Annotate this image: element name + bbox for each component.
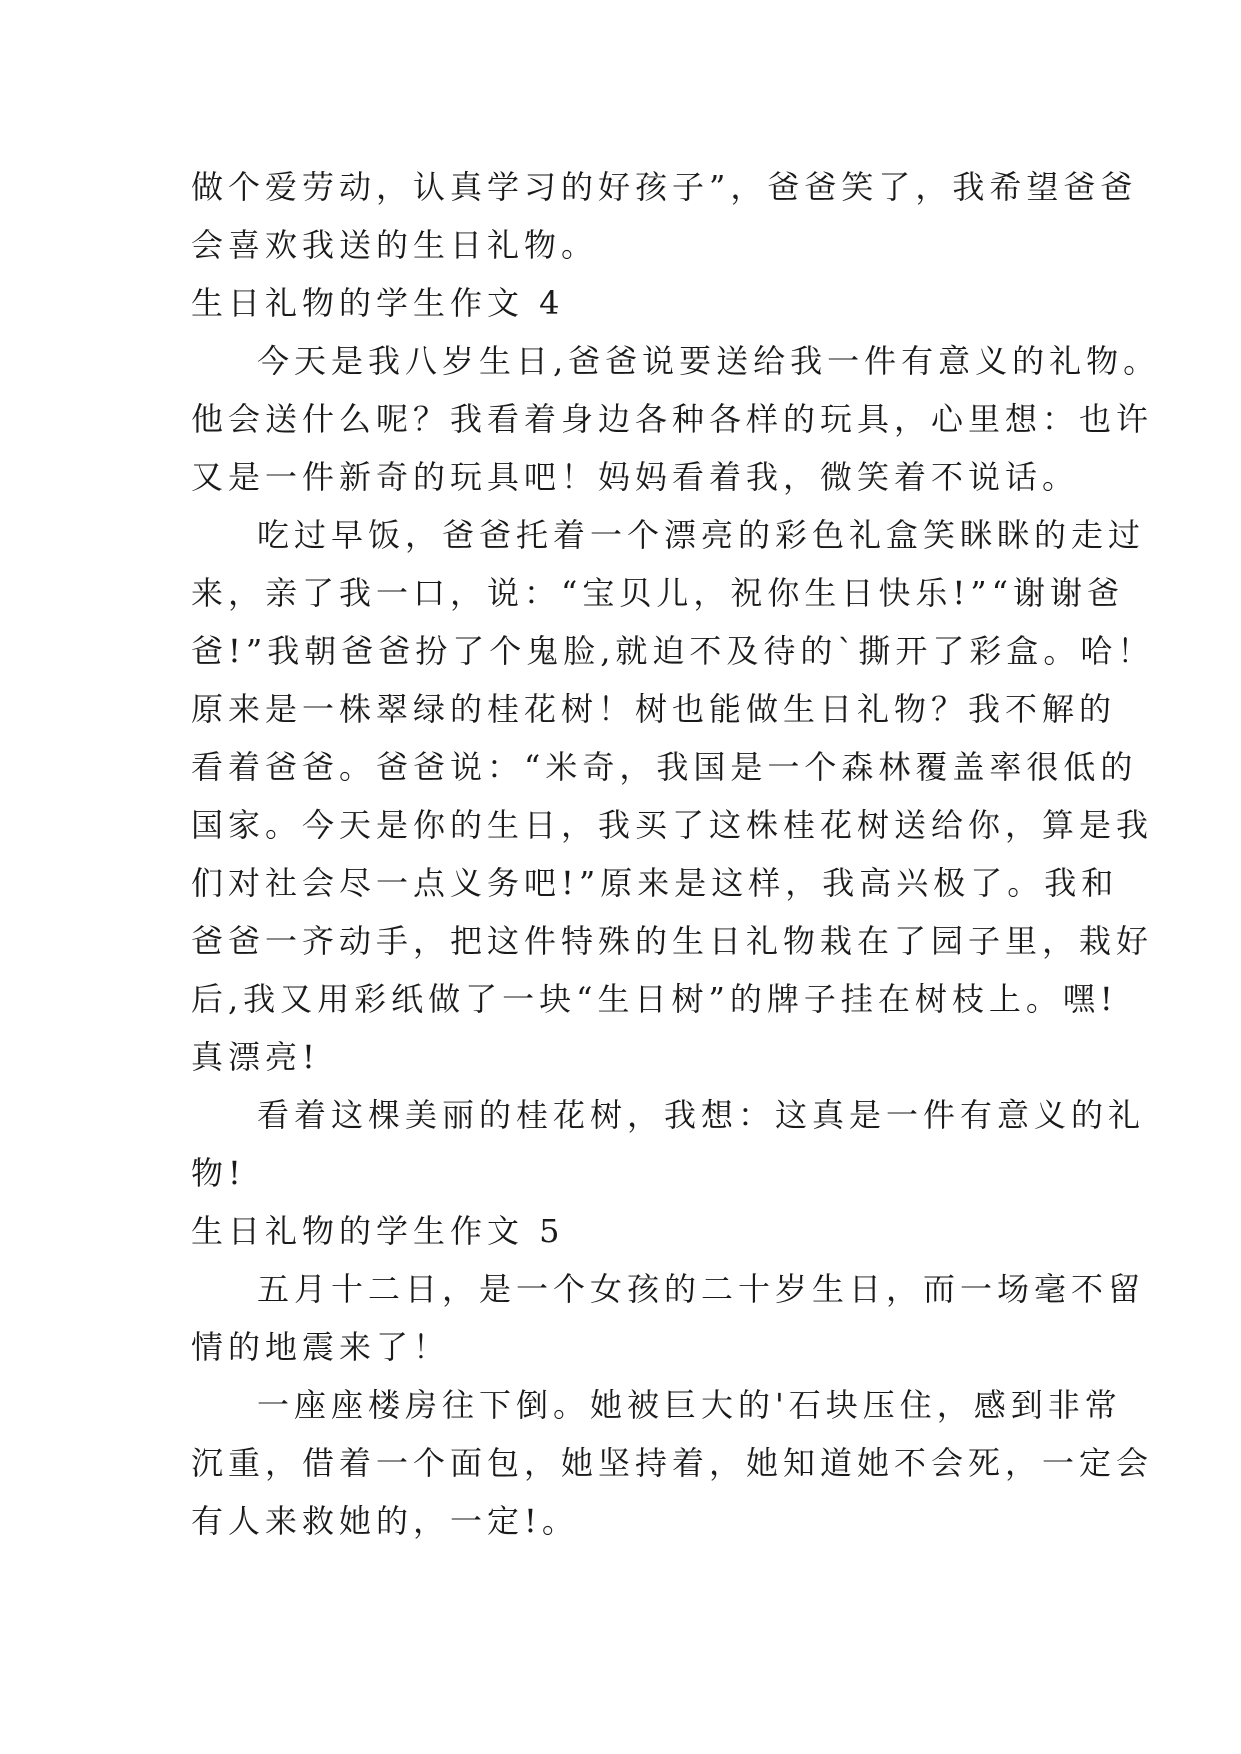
paragraph-line: 原来是一株翠绿的桂花树！树也能做生日礼物？我不解的 <box>191 690 1117 728</box>
paragraph-line: 真漂亮! <box>191 1038 320 1076</box>
paragraph-line: 后,我又用彩纸做了一块“生日树”的牌子挂在树枝上。嘿! <box>191 980 1118 1018</box>
paragraph-line: 情的地震来了！ <box>191 1328 451 1366</box>
paragraph-line: 又是一件新奇的玩具吧！妈妈看着我，微笑着不说话。 <box>191 458 1080 496</box>
paragraph-line: 来，亲了我一口，说：“宝贝儿，祝你生日快乐!”“谢谢爸 <box>191 574 1124 612</box>
section-heading: 生日礼物的学生作文 4 <box>191 284 565 322</box>
paragraph-line: 看着爸爸。爸爸说：“米奇，我国是一个森林覆盖率很低的 <box>191 748 1138 786</box>
paragraph-line: 国家。今天是你的生日，我买了这株桂花树送给你，算是我 <box>191 806 1154 844</box>
paragraph-line: 今天是我八岁生日,爸爸说要送给我一件有意义的礼物。 <box>257 342 1161 380</box>
paragraph-line: 他会送什么呢？我看着身边各种各样的玩具，心里想：也许 <box>191 400 1154 438</box>
paragraph-line: 爸!”我朝爸爸扮了个鬼脸,就迫不及待的`撕开了彩盒。哈！ <box>191 632 1155 670</box>
paragraph-line: 吃过早饭，爸爸托着一个漂亮的彩色礼盒笑眯眯的走过 <box>257 516 1146 554</box>
paragraph-line: 物! <box>191 1154 246 1192</box>
paragraph-line: 五月十二日，是一个女孩的二十岁生日，而一场毫不留 <box>257 1270 1146 1308</box>
paragraph-line: 会喜欢我送的生日礼物。 <box>191 226 599 264</box>
paragraph-line: 沉重，借着一个面包，她坚持着，她知道她不会死，一定会 <box>191 1444 1154 1482</box>
paragraph-line: 们对社会尽一点义务吧!”原来是这样，我高兴极了。我和 <box>191 864 1119 902</box>
paragraph-line: 看着这棵美丽的桂花树，我想：这真是一件有意义的礼 <box>257 1096 1146 1134</box>
paragraph-line: 爸爸一齐动手，把这件特殊的生日礼物栽在了园子里，栽好 <box>191 922 1154 960</box>
paragraph-line: 做个爱劳动，认真学习的好孩子”，爸爸笑了，我希望爸爸 <box>191 168 1138 206</box>
paragraph-line: 有人来救她的，一定!。 <box>191 1502 579 1540</box>
section-heading: 生日礼物的学生作文 5 <box>191 1212 565 1250</box>
paragraph-line: 一座座楼房往下倒。她被巨大的'石块压住，感到非常 <box>257 1386 1122 1424</box>
